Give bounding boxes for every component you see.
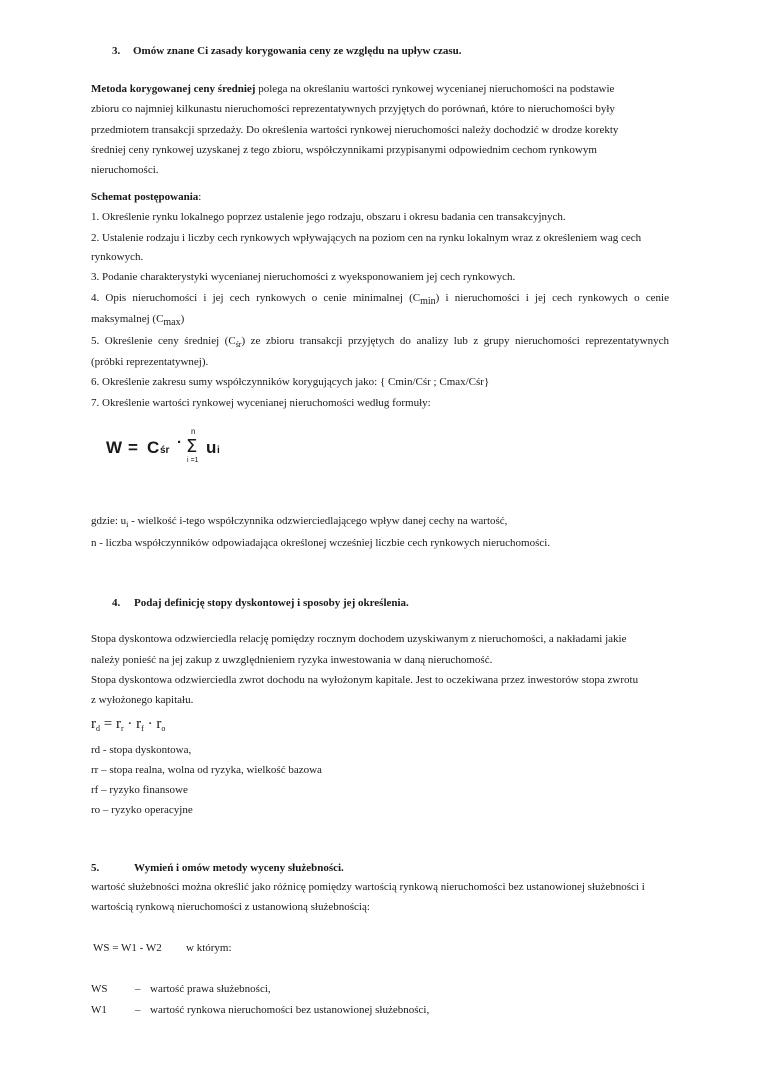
q3-title: Omów znane Ci zasady korygowania ceny ze względu na upływ czasu. [133,45,462,57]
step-4-text-a: 4. Opis nieruchomości i jej cech rynkowych o cenie minimalnej (C [91,292,421,304]
step-3: 3. Podanie charakterystyki wycenianej nieruchomości z wyeksponowaniem jej cech rynkowych. [91,271,516,283]
formula-w-dot: · [177,434,182,451]
def-rd: rd - stopa dyskontowa, [91,744,192,756]
q4-p2-line-1: Stopa dyskontowa odzwierciedla zwrot dochodu na wyłożonym kapitale. Jest to oczekiwana przez inwestorów stopa zwrotu [91,674,639,686]
q5-def-w1-text: wartość rynkowa nieruchomości bez ustanowionej służebności, [150,1004,430,1016]
q3-intro-line-2: zbioru co najmniej kilkunastu nieruchomości reprezentatywnych przyjętych do porównań, które to nieruchomości były [91,103,615,115]
step-4-line-1 [91,288,669,308]
q4-p1-line-2: należy ponieść na jej zakup z uwzględnieniem ryzyka inwestowania w daną nieruchomość. [91,654,493,666]
q3-intro-line-3: przedmiotem transakcji sprzedaży. Do określenia wartości rynkowej nieruchomości należy dochodzić w drodze korekty [91,124,619,136]
gdzie-text-a: gdzie: u [91,515,127,527]
step-6: 6. Określenie zakresu sumy współczynników korygujących jako: { Cmin/Cśr ; Cmax/Cśr} [91,376,490,388]
step-2-line-1: 2. Ustalenie rodzaju i liczby cech rynkowych wpływających na poziom cen na rynku lokalnym wraz z określeniem wag cech [91,232,642,244]
q5-def-w1-dash: – [135,1004,141,1016]
q5-formula: WS = W1 - W2 [93,942,162,954]
rd-dot-1: · [127,716,133,732]
rd-sub: d [96,724,100,733]
formula-w-sigma: Σ [186,436,198,457]
step-4-line-2 [91,309,184,329]
formula-w-c: C [147,438,160,457]
q4-p1-line-1: Stopa dyskontowa odzwierciedla relację pomiędzy rocznym dochodem uzyskiwanym z nieruchomości, a nakładami jakie [91,633,627,645]
step-4-text-b: ) i nieruchomości i jej cech rynkowych o cenie [435,292,669,304]
formula-w-equals: = [128,438,138,457]
step-5-sub-sr: śr [235,340,242,349]
rr-r: r [115,716,121,732]
def-rf: rf – ryzyko finansowe [91,784,188,796]
ro-sub: o [161,724,166,733]
q4-number: 4. [112,597,121,609]
q5-p1-line-2: wartością rynkową nieruchomości z ustanowioną służebnością: [91,901,370,913]
q5-title: Wymień i omów metody wyceny służebności. [134,862,344,874]
formula-w-sup-n: n [191,427,196,436]
q5-number: 5. [91,862,100,874]
q3-intro-line-4: średniej ceny rynkowej uzyskanej z tego zbioru, współczynnikami przypisanymi odpowiednim cechom rynkowym [91,144,597,156]
formula-w-c-sub: śr [160,445,170,456]
rd-dot-2: · [147,716,153,732]
gdzie-text-b: - wielkość i-tego współczynnika odzwierciedlającego wpływ danej cechy na wartość, [128,515,508,527]
step-4-text-c: maksymalnej (C [91,313,164,325]
step-5-line-2: (próbki reprezentatywnej). [91,356,209,368]
rf-sub: f [141,724,144,733]
gdzie-sub: i [126,520,129,529]
step-4-sub-max: max [163,317,181,328]
def-ro: ro – ryzyko operacyjne [91,804,193,816]
formula-w-u-sub: i [217,445,220,456]
step-5-line-1 [91,331,669,351]
q3-intro-bold: Metoda korygowanej ceny średniej [91,83,256,95]
schemat-colon: : [198,191,202,203]
q4-title: Podaj definicję stopy dyskontowej i sposoby jej określenia. [134,597,409,609]
step-2-line-2: rynkowych. [91,251,144,263]
q5-heading [91,858,344,878]
formula-w-symbol: W [106,438,123,457]
q3-number: 3. [112,45,121,57]
q3-intro-line-5: nieruchomości. [91,164,159,176]
q3-intro-line-1 [91,79,614,99]
q5-p1-line-1: wartość służebności można określić jako różnicę pomiędzy wartością rynkową nieruchomości bez ustanowionej służebności i [91,881,645,893]
q5-def-ws-dash: – [135,983,141,995]
q5-def-w1-sym: W1 [91,1004,107,1016]
rd-equals: = [103,716,113,732]
q5-def-ws-sym: WS [91,983,108,995]
n-definition: n - liczba współczynników odpowiadająca określonej wcześniej liczbie cech rynkowych nieruchomości. [91,537,551,549]
formula-rd [91,711,165,737]
step-5-text-b: ) ze zbioru transakcji przyjętych do analizy lub z grupy nieruchomości reprezentatywnych [241,335,670,347]
step-4-sub-min: min [420,296,436,307]
step-5-text-a: 5. Określenie ceny średniej (C [91,335,236,347]
q5-def-ws-text: wartość prawa służebności, [150,983,271,995]
step-4-text-d: ) [180,313,185,325]
ro-r: r [156,716,162,732]
rd-r: r [91,716,96,732]
gdzie-line [91,511,507,531]
q3-intro-text-1: polega na określaniu wartości rynkowej wycenianej nieruchomości na podstawie [255,83,615,95]
schemat-title: Schemat postępowania [91,191,199,203]
rf-r: r [136,716,142,732]
formula-w-u: u [206,438,217,457]
q4-p2-line-2: z wyłożonego kapitału. [91,694,194,706]
rr-sub: r [120,724,124,733]
def-rr: rr – stopa realna, wolna od ryzyka, wielkość bazowa [91,764,322,776]
q5-formula-note: w którym: [186,942,232,954]
step-7: 7. Określenie wartości rynkowej wycenianej nieruchomości według formuły: [91,397,431,409]
formula-w-sub-i: i =1 [187,457,199,464]
schemat-heading [91,187,201,207]
q4-heading [112,593,409,613]
q3-heading [112,41,461,61]
step-1: 1. Określenie rynku lokalnego poprzez ustalenie jego rodzaju, obszaru i okresu badania cen transakcyjnych. [91,211,566,223]
